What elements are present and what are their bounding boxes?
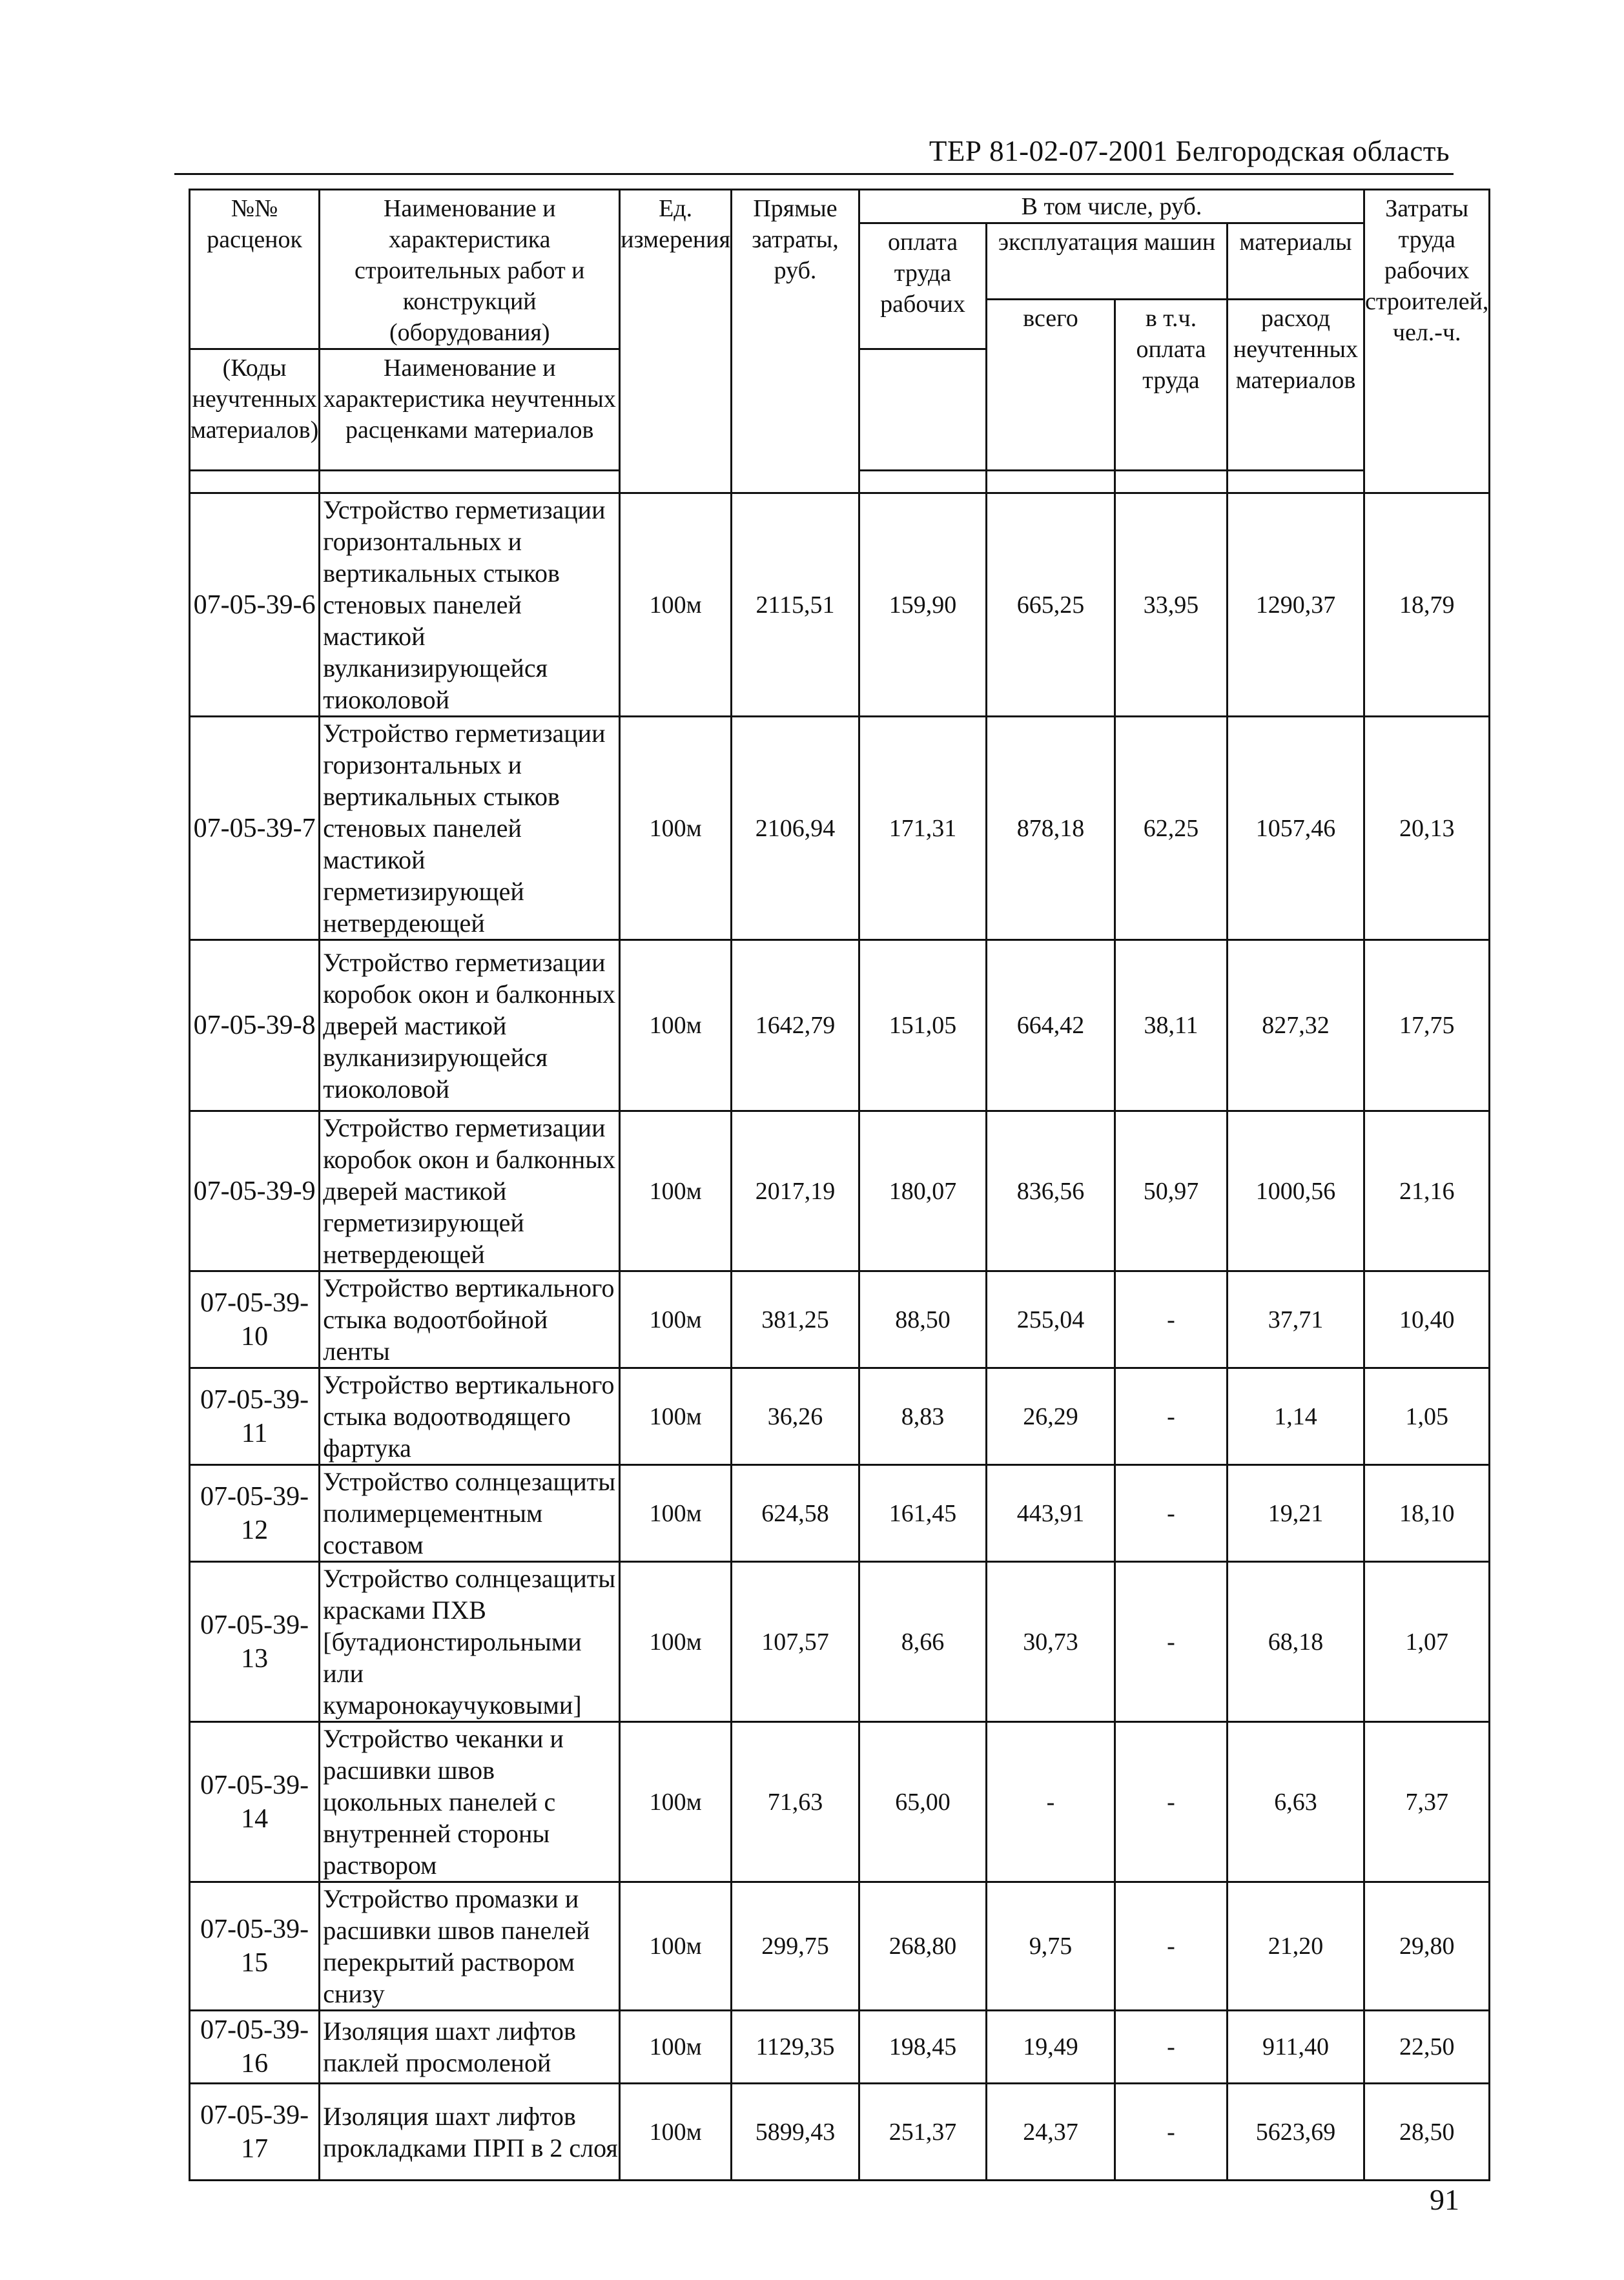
page-header: [174, 128, 1454, 175]
row-mat: 21,20: [1228, 1882, 1364, 2011]
row-mach-wage: -: [1115, 1465, 1228, 1562]
row-wage: 151,05: [859, 940, 987, 1111]
table-row: [190, 1111, 1490, 1271]
row-mach-wage: 33,95: [1115, 493, 1228, 717]
header-direct: Прямые затраты, руб.: [732, 190, 859, 493]
header-spacer: [320, 471, 620, 493]
row-mat: 1057,46: [1228, 717, 1364, 940]
row-unit: 100м: [620, 1271, 732, 1368]
row-mat: 911,40: [1228, 2011, 1364, 2084]
header-wage-blank: [859, 349, 987, 471]
header-spacer: [859, 471, 987, 493]
row-direct: 1129,35: [732, 2011, 859, 2084]
row-mat: 1000,56: [1228, 1111, 1364, 1271]
row-mach-wage: 38,11: [1115, 940, 1228, 1111]
row-labor: 20,13: [1364, 717, 1490, 940]
table-row: [190, 717, 1490, 940]
header-wage: оплата труда рабочих: [859, 223, 987, 349]
row-mat: 37,71: [1228, 1271, 1364, 1368]
table-row: [190, 2084, 1490, 2181]
row-labor: 21,16: [1364, 1111, 1490, 1271]
row-mach: 665,25: [987, 493, 1115, 717]
row-name: Устройство солнцезащиты полимерцементным составом: [320, 1465, 620, 1562]
row-mat: 1290,37: [1228, 493, 1364, 717]
row-name: Устройство вертикального стыка водоотбойной ленты: [320, 1271, 620, 1368]
row-code: 07-05-39-8: [190, 940, 320, 1111]
table-row: [190, 1722, 1490, 1882]
header-mat: материалы: [1228, 223, 1364, 300]
row-mach-wage: -: [1115, 2011, 1228, 2084]
row-unit: 100м: [620, 1562, 732, 1722]
row-direct: 5899,43: [732, 2084, 859, 2181]
row-unit: 100м: [620, 2084, 732, 2181]
row-direct: 381,25: [732, 1271, 859, 1368]
row-mat: 68,18: [1228, 1562, 1364, 1722]
row-unit: 100м: [620, 717, 732, 940]
page-number: 91: [1430, 2183, 1459, 2216]
row-labor: 10,40: [1364, 1271, 1490, 1368]
row-code: 07-05-39-15: [190, 1882, 320, 2011]
row-mach: 664,42: [987, 940, 1115, 1111]
table-row: [190, 2011, 1490, 2084]
row-code: 07-05-39-10: [190, 1271, 320, 1368]
row-labor: 29,80: [1364, 1882, 1490, 2011]
row-direct: 299,75: [732, 1882, 859, 2011]
row-mach: 24,37: [987, 2084, 1115, 2181]
row-mach: 9,75: [987, 1882, 1115, 2011]
header-unit: Ед. измерения: [620, 190, 732, 493]
row-mach: 30,73: [987, 1562, 1115, 1722]
row-mach: 19,49: [987, 2011, 1115, 2084]
header-mat-use: расход неучтенных материалов: [1228, 300, 1364, 471]
header-mach: эксплуатация машин: [987, 223, 1228, 300]
header-incl-wage: в т.ч. оплата труда: [1115, 300, 1228, 471]
table-row: [190, 1368, 1490, 1465]
row-mat: 5623,69: [1228, 2084, 1364, 2181]
header-name: Наименование и характеристика строительных работ и конструкций (оборудования): [320, 190, 620, 349]
row-unit: 100м: [620, 1722, 732, 1882]
header-codes: (Коды неучтенных материалов): [190, 349, 320, 471]
row-wage: 251,37: [859, 2084, 987, 2181]
header-name2: Наименование и характеристика неучтенных расценками материалов: [320, 349, 620, 471]
row-labor: 22,50: [1364, 2011, 1490, 2084]
table-row: [190, 1465, 1490, 1562]
row-wage: 180,07: [859, 1111, 987, 1271]
row-unit: 100м: [620, 1882, 732, 2011]
row-labor: 1,07: [1364, 1562, 1490, 1722]
row-direct: 107,57: [732, 1562, 859, 1722]
row-code: 07-05-39-14: [190, 1722, 320, 1882]
row-mat: 1,14: [1228, 1368, 1364, 1465]
row-mach-wage: 50,97: [1115, 1111, 1228, 1271]
row-direct: 2106,94: [732, 717, 859, 940]
header-spacer: [1228, 471, 1364, 493]
row-code: 07-05-39-12: [190, 1465, 320, 1562]
row-code: 07-05-39-17: [190, 2084, 320, 2181]
row-labor: 17,75: [1364, 940, 1490, 1111]
header-total: всего: [987, 300, 1115, 471]
row-unit: 100м: [620, 2011, 732, 2084]
row-code: 07-05-39-11: [190, 1368, 320, 1465]
row-wage: 198,45: [859, 2011, 987, 2084]
row-mach-wage: -: [1115, 1368, 1228, 1465]
header-num: №№ расценок: [190, 190, 320, 349]
row-direct: 2115,51: [732, 493, 859, 717]
row-wage: 8,83: [859, 1368, 987, 1465]
row-mat: 827,32: [1228, 940, 1364, 1111]
row-direct: 36,26: [732, 1368, 859, 1465]
row-name: Устройство герметизации горизонтальных и вертикальных стыков стеновых панелей мастикой вулканизирующейся тиоколовой: [320, 493, 620, 717]
row-mach: 878,18: [987, 717, 1115, 940]
row-labor: 18,10: [1364, 1465, 1490, 1562]
row-mach: 443,91: [987, 1465, 1115, 1562]
row-wage: 88,50: [859, 1271, 987, 1368]
row-unit: 100м: [620, 1465, 732, 1562]
table-row: [190, 1271, 1490, 1368]
row-wage: 159,90: [859, 493, 987, 717]
row-mach: 836,56: [987, 1111, 1115, 1271]
row-mach-wage: -: [1115, 1722, 1228, 1882]
row-wage: 268,80: [859, 1882, 987, 2011]
header-spacer: [190, 471, 320, 493]
row-labor: 18,79: [1364, 493, 1490, 717]
row-mach-wage: 62,25: [1115, 717, 1228, 940]
row-code: 07-05-39-7: [190, 717, 320, 940]
row-name: Устройство солнцезащиты красками ПХВ [бутадионстирольными или кумаронокаучуковыми]: [320, 1562, 620, 1722]
header-incl: В том числе, руб.: [859, 190, 1364, 223]
header-labor: Затраты труда рабочих строителей, чел.-ч.: [1364, 190, 1490, 493]
row-wage: 161,45: [859, 1465, 987, 1562]
table-row: [190, 940, 1490, 1111]
row-name: Устройство промазки и расшивки швов панелей перекрытий раствором снизу: [320, 1882, 620, 2011]
row-name: Устройство герметизации коробок окон и балконных дверей мастикой герметизирующей нетвердеющей: [320, 1111, 620, 1271]
row-mach: -: [987, 1722, 1115, 1882]
header-title: ТЕР 81-02-07-2001 Белгородская область: [929, 135, 1450, 167]
header-spacer: [987, 471, 1115, 493]
row-unit: 100м: [620, 940, 732, 1111]
row-code: 07-05-39-9: [190, 1111, 320, 1271]
row-mach: 26,29: [987, 1368, 1115, 1465]
price-table: [189, 189, 1490, 2181]
row-code: 07-05-39-6: [190, 493, 320, 717]
row-name: Устройство герметизации коробок окон и балконных дверей мастикой вулканизирующейся тиоколовой: [320, 940, 620, 1111]
row-wage: 65,00: [859, 1722, 987, 1882]
row-direct: 624,58: [732, 1465, 859, 1562]
row-wage: 8,66: [859, 1562, 987, 1722]
row-mat: 6,63: [1228, 1722, 1364, 1882]
row-code: 07-05-39-16: [190, 2011, 320, 2084]
row-unit: 100м: [620, 1111, 732, 1271]
row-code: 07-05-39-13: [190, 1562, 320, 1722]
row-mach-wage: -: [1115, 1271, 1228, 1368]
row-name: Изоляция шахт лифтов прокладками ПРП в 2 слоя: [320, 2084, 620, 2181]
row-name: Устройство вертикального стыка водоотводящего фартука: [320, 1368, 620, 1465]
row-labor: 7,37: [1364, 1722, 1490, 1882]
row-mach-wage: -: [1115, 1562, 1228, 1722]
row-direct: 2017,19: [732, 1111, 859, 1271]
table-row: [190, 493, 1490, 717]
row-name: Изоляция шахт лифтов паклей просмоленой: [320, 2011, 620, 2084]
row-labor: 28,50: [1364, 2084, 1490, 2181]
row-mach-wage: -: [1115, 2084, 1228, 2181]
header-spacer: [1115, 471, 1228, 493]
row-mach-wage: -: [1115, 1882, 1228, 2011]
row-name: Устройство герметизации горизонтальных и вертикальных стыков стеновых панелей мастикой герметизирующей нетвердеющей: [320, 717, 620, 940]
row-unit: 100м: [620, 1368, 732, 1465]
row-labor: 1,05: [1364, 1368, 1490, 1465]
row-unit: 100м: [620, 493, 732, 717]
table-row: [190, 1562, 1490, 1722]
row-direct: 71,63: [732, 1722, 859, 1882]
row-direct: 1642,79: [732, 940, 859, 1111]
row-mach: 255,04: [987, 1271, 1115, 1368]
row-mat: 19,21: [1228, 1465, 1364, 1562]
table-row: [190, 1882, 1490, 2011]
row-name: Устройство чеканки и расшивки швов цокольных панелей с внутренней стороны раствором: [320, 1722, 620, 1882]
row-wage: 171,31: [859, 717, 987, 940]
